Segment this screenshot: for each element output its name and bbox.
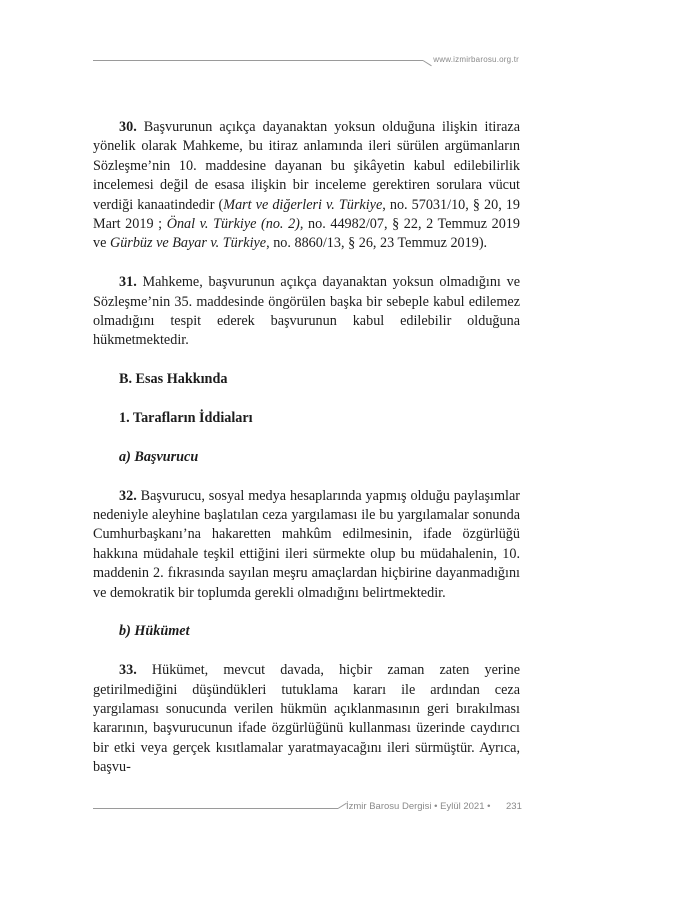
paragraph-text: Başvurunun açıkça dayanaktan yoksun olduğuna ilişkin itiraza yönelik olarak Mahkeme, bu itiraz anlamında ileri sürülen argümanların Sözleşme’nin 10. maddesine dayanan bu şikâyetin kabul edilebilirlik incelemesi değil de esasa ilişkin bir inceleme gerektiren sorulara vücut verdiği kanaatindedir ( (93, 119, 520, 213)
paragraph-31 (93, 273, 520, 351)
paragraph-text: Mahkeme, başvurunun açıkça dayanaktan yoksun olmadığını ve Sözleşme’nin 35. maddesinde öngörülen başka bir sebeple kabul edilemez olmadığını tespit ederek başvurunun kabul edilebilir olduğuna hükmetmektedir. (93, 274, 520, 349)
case-citation: Önal v. Türkiye (no. 2) (166, 216, 300, 233)
footer-rule (93, 808, 338, 809)
subsection-heading-1: 1. Tarafların İddiaları (119, 410, 253, 427)
paragraph-text: Hükümet, mevcut davada, hiçbir zaman zaten yerine getirilmediğini düşündükleri tutuklama kararı ile ardından ceza yargılaması sonucunda verilen hükmün açıklanmasının geri bırakılması kararının, başvurucunun ifade özgürlüğünü kullanması üzerinde caydırıcı bir etki veya gerçek kısıtlamalar yaratmayacağını ileri sürmüştür. Ayrıca, başvu- (93, 662, 520, 776)
header-website: www.izmirbarosu.org.tr (433, 55, 519, 64)
subsection-heading-b: b) Hükümet (119, 623, 190, 640)
footer-journal-title: İzmir Barosu Dergisi • Eylül 2021 • (346, 801, 491, 812)
page-number: 231 (506, 801, 522, 812)
header-rule (93, 60, 423, 61)
paragraph-text: , no. 57031/10, § 20, 19 Mart 2019 ; (93, 196, 520, 233)
paragraph-number: 30. (119, 119, 137, 135)
article-body (93, 118, 520, 778)
paragraph-number: 31. (119, 274, 137, 291)
paragraph-text: , no. 44982/07, § 22, 2 Temmuz 2019 ve (93, 216, 520, 252)
paragraph-30 (93, 118, 520, 254)
header-rule-tail (423, 60, 432, 66)
subsection-heading-a: a) Başvurucu (119, 448, 199, 465)
case-citation: Gürbüz ve Bayar v. Türkiye (109, 235, 267, 252)
paragraph-text: Başvurucu, sosyal medya hesaplarında yapmış olduğu paylaşımlar nedeniyle aleyhine başlatılan ceza yargılaması ile bu yargılamalar sonunda Cumhurbaşkanı’na hakaretten mahkûm edilmesinin, ifade özgürlüğü hakkına müdahale teşkil ettiğini ileri sürmekte olup bu müdahalenin, 10. maddenin 2. fıkrasında sayılan meşru amaçlardan hiçbirine dayanmadığını ve demokratik bir toplumda gerekli olmadığını belirtmektedir. (93, 487, 520, 601)
section-heading-b: B. Esas Hakkında (119, 371, 228, 388)
paragraph-33 (93, 661, 520, 777)
paragraph-number: 32. (119, 487, 137, 504)
paragraph-32 (93, 487, 520, 603)
case-citation: Mart ve diğerleri v. Türkiye (223, 196, 383, 213)
paragraph-text: , no. 8860/13, § 26, 23 Temmuz 2019). (266, 235, 488, 252)
paragraph-number: 33. (119, 662, 137, 679)
